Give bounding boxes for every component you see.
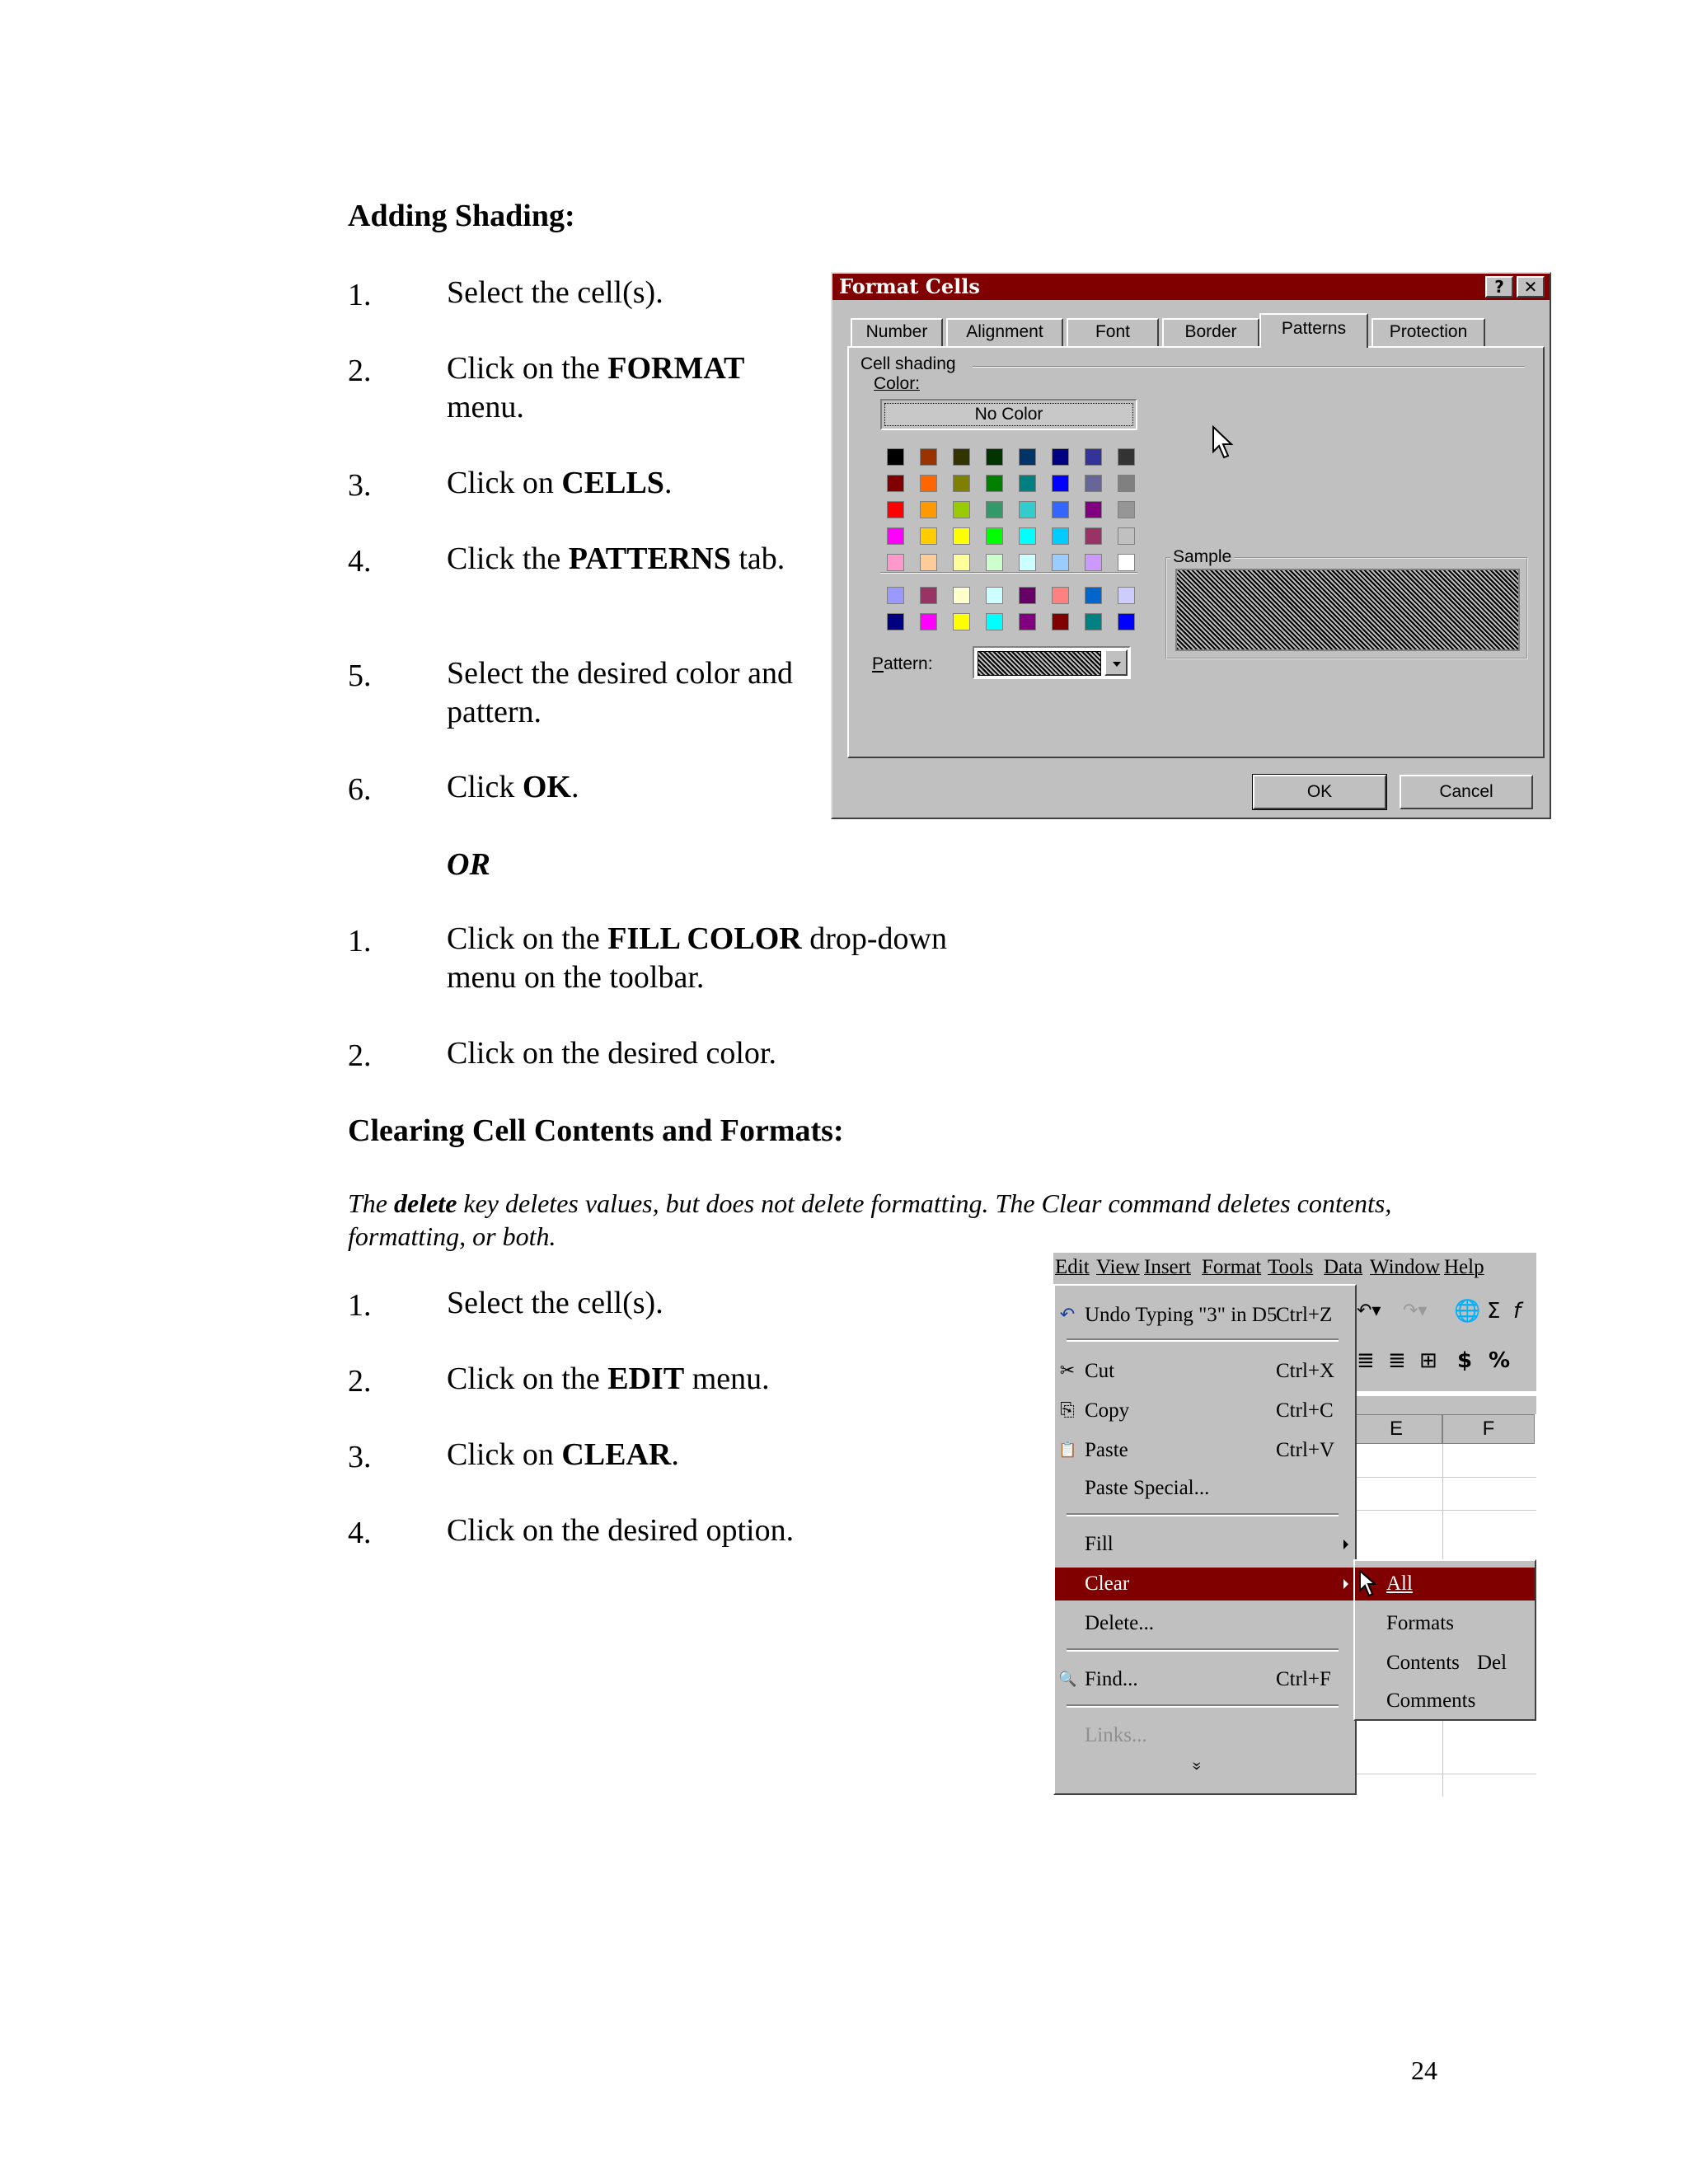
color-swatch[interactable] [887, 554, 904, 571]
color-swatch[interactable] [986, 501, 1003, 518]
pattern-dropdown[interactable] [973, 646, 1131, 679]
menubar-item-window[interactable]: Window [1370, 1256, 1441, 1278]
menu-item-shortcut: Del [1477, 1652, 1507, 1674]
cancel-button[interactable]: Cancel [1400, 775, 1533, 809]
color-swatch[interactable] [1052, 527, 1069, 545]
color-swatch[interactable] [1085, 587, 1102, 604]
close-button[interactable]: ✕ [1517, 276, 1545, 298]
step-number: 5. [348, 658, 372, 693]
menu-item-shortcut: Ctrl+Z [1276, 1304, 1333, 1326]
color-swatch[interactable] [1085, 613, 1102, 630]
menu-item-shortcut: Ctrl+V [1276, 1439, 1335, 1461]
scissors-icon: ✂ [1059, 1361, 1076, 1381]
color-swatch[interactable] [920, 475, 937, 492]
color-swatch[interactable] [1118, 587, 1135, 604]
menu-item-cut[interactable] [1055, 1355, 1355, 1388]
menu-item-links[interactable] [1055, 1719, 1355, 1752]
column-header-e[interactable]: E [1350, 1414, 1442, 1444]
color-swatch[interactable] [1019, 448, 1036, 466]
pattern-label: Pattern: [872, 654, 933, 673]
tab-border[interactable]: Border [1162, 318, 1259, 346]
undo-icon[interactable]: ↶▾ [1357, 1301, 1381, 1321]
dialog-titlebar [832, 274, 1550, 300]
color-swatch[interactable] [1118, 613, 1135, 630]
color-swatch[interactable] [986, 448, 1003, 466]
menu-item-label: Fill [1085, 1533, 1114, 1555]
color-swatch[interactable] [953, 448, 970, 466]
standard-toolbar [1357, 1297, 1536, 1330]
no-color-label: No Color [884, 403, 1133, 426]
mouse-cursor-icon [1212, 425, 1236, 460]
step-text: Click on the FORMAT menu. [447, 351, 745, 424]
submenu-item-formats[interactable] [1355, 1607, 1535, 1640]
format-cells-dialog [831, 272, 1551, 819]
column-header-f[interactable]: F [1442, 1414, 1535, 1444]
heading-adding-shading: Adding Shading: [348, 199, 575, 233]
menu-item-label: Delete... [1085, 1612, 1154, 1634]
menu-item-clear[interactable] [1055, 1568, 1355, 1601]
tab-number[interactable]: Number [851, 318, 943, 346]
heading-clearing: Clearing Cell Contents and Formats: [348, 1113, 844, 1148]
page-number: 24 [1411, 2055, 1437, 2085]
step-text: Click on the desired option. [447, 1513, 795, 1548]
color-swatch[interactable] [1085, 554, 1102, 571]
menu-item-label: Comments [1386, 1690, 1476, 1712]
edit-menu [1053, 1284, 1357, 1795]
undo-icon: ↶ [1059, 1305, 1076, 1325]
no-color-swatch[interactable] [880, 399, 1137, 430]
color-swatch[interactable] [1052, 554, 1069, 571]
color-swatch[interactable] [1019, 527, 1036, 545]
step-text: Click on CELLS. [447, 466, 673, 500]
menu-item-label: Contents [1386, 1652, 1460, 1674]
menu-item-undo[interactable] [1055, 1299, 1355, 1332]
mouse-cursor-icon [1358, 1569, 1378, 1599]
binoculars-icon: 🔍 [1058, 1671, 1077, 1688]
align-right-icon[interactable]: ≣ [1388, 1348, 1406, 1373]
menu-item-shortcut: Ctrl+F [1276, 1668, 1331, 1690]
menu-item-label: All [1386, 1572, 1413, 1595]
color-swatch[interactable] [1085, 501, 1102, 518]
step-text: Click on the FILL COLOR drop-down menu on the toolbar. [447, 921, 947, 995]
color-swatch[interactable] [1052, 448, 1069, 466]
menu-item-copy[interactable] [1055, 1394, 1355, 1427]
color-swatch[interactable] [920, 501, 937, 518]
edit-menu-screenshot [1053, 1253, 1536, 1797]
menu-item-delete[interactable] [1055, 1607, 1355, 1640]
color-swatch[interactable] [1085, 448, 1102, 466]
tab-patterns[interactable]: Patterns [1259, 313, 1368, 348]
menubar-item-view[interactable]: View [1096, 1256, 1140, 1278]
color-swatch[interactable] [1052, 501, 1069, 518]
color-swatch[interactable] [986, 554, 1003, 571]
color-swatch[interactable] [1019, 613, 1036, 630]
color-swatch[interactable] [953, 587, 970, 604]
step-text: Click on the desired color. [447, 1036, 776, 1071]
color-swatch[interactable] [1085, 475, 1102, 492]
autosum-icon[interactable]: Σ [1487, 1299, 1501, 1324]
color-swatch[interactable] [986, 587, 1003, 604]
step-text: Select the desired color and pattern. [447, 656, 793, 729]
sample-group [1165, 547, 1528, 659]
pattern-preview [978, 651, 1101, 676]
color-swatch[interactable] [920, 448, 937, 466]
color-swatch[interactable] [1118, 448, 1135, 466]
color-swatch[interactable] [1019, 475, 1036, 492]
menubar-item-format[interactable]: Format [1202, 1256, 1262, 1278]
or-label: OR [447, 847, 490, 882]
submenu-item-contents[interactable] [1355, 1647, 1535, 1680]
menu-item-label: Find... [1085, 1668, 1138, 1690]
dialog-title: Format Cells [839, 274, 980, 298]
menu-item-label: Paste Special... [1085, 1477, 1210, 1499]
clipboard-icon: 📋 [1058, 1441, 1077, 1459]
color-swatch[interactable] [953, 475, 970, 492]
pattern-dropdown-arrow[interactable] [1104, 649, 1128, 676]
menubar-item-edit[interactable]: Edit [1055, 1256, 1090, 1278]
color-label: Color: [874, 374, 921, 393]
color-swatch[interactable] [887, 587, 904, 604]
color-swatch[interactable] [887, 613, 904, 630]
color-swatch[interactable] [887, 475, 904, 492]
color-swatch[interactable] [953, 554, 970, 571]
color-swatch[interactable] [1085, 527, 1102, 545]
step-text: Click on CLEAR. [447, 1437, 679, 1472]
submenu-item-all[interactable] [1355, 1568, 1535, 1601]
palette-divider [880, 572, 1137, 574]
menu-separator [1067, 1513, 1339, 1516]
hyperlink-icon[interactable]: 🌐 [1454, 1299, 1481, 1324]
redo-icon[interactable]: ↷▾ [1403, 1301, 1428, 1321]
color-swatch[interactable] [920, 554, 937, 571]
cell-shading-label: Cell shading [860, 354, 956, 373]
submenu-arrow-icon [1343, 1540, 1348, 1549]
menu-item-label: Copy [1085, 1399, 1130, 1422]
ok-button[interactable]: OK [1253, 775, 1386, 809]
step-number: 1. [348, 278, 372, 312]
step-text: Click OK. [447, 770, 579, 804]
step-number: 3. [348, 468, 372, 503]
function-icon[interactable]: f [1513, 1299, 1522, 1324]
step-number: 6. [348, 772, 372, 807]
step-number: 1. [348, 1288, 372, 1323]
color-swatch[interactable] [1052, 475, 1069, 492]
menu-separator [1067, 1648, 1339, 1652]
color-swatch[interactable] [920, 587, 937, 604]
color-swatch[interactable] [986, 475, 1003, 492]
step-text: Select the cell(s). [447, 1286, 663, 1320]
color-swatch[interactable] [986, 527, 1003, 545]
menu-item-label: Undo Typing "3" in D5 [1085, 1304, 1278, 1326]
color-swatch[interactable] [920, 527, 937, 545]
clear-submenu [1353, 1559, 1536, 1721]
step-text: Select the cell(s). [447, 275, 663, 310]
menu-item-shortcut: Ctrl+C [1276, 1399, 1334, 1422]
formula-bar-edge [1350, 1391, 1536, 1396]
submenu-item-comments[interactable] [1355, 1685, 1535, 1718]
menubar [1053, 1253, 1536, 1284]
align-center-icon[interactable]: ≣ [1357, 1348, 1375, 1373]
sample-preview [1175, 569, 1520, 651]
color-swatch[interactable] [1019, 587, 1036, 604]
color-swatch[interactable] [1019, 554, 1036, 571]
tab-alignment[interactable]: Alignment [946, 318, 1063, 346]
color-swatch[interactable] [887, 448, 904, 466]
merge-center-icon[interactable]: ⊞ [1419, 1348, 1437, 1373]
color-swatch[interactable] [1118, 475, 1135, 492]
tab-protection[interactable]: Protection [1372, 318, 1485, 346]
chevron-down-icon [1113, 662, 1121, 667]
menu-item-find[interactable] [1055, 1663, 1355, 1696]
color-swatch[interactable] [887, 501, 904, 518]
submenu-arrow-icon [1343, 1579, 1348, 1589]
color-swatch[interactable] [920, 613, 937, 630]
clear-note: The delete key deletes values, but does not delete formatting. The Clear command deletes contents, formatting, or both. [348, 1188, 1392, 1251]
color-swatch[interactable] [1118, 554, 1135, 571]
step-text: Click on the EDIT menu. [447, 1361, 770, 1396]
color-swatch[interactable] [953, 527, 970, 545]
tab-font[interactable]: Font [1067, 318, 1159, 346]
step-number: 1. [348, 924, 372, 958]
menu-item-label: Links... [1085, 1724, 1147, 1746]
percent-icon[interactable]: % [1489, 1348, 1511, 1373]
color-swatch[interactable] [1019, 501, 1036, 518]
copy-icon: ⎘ [1060, 1400, 1075, 1421]
menubar-item-tools[interactable]: Tools [1268, 1256, 1314, 1278]
color-swatch[interactable] [1118, 527, 1135, 545]
color-swatch[interactable] [1052, 587, 1069, 604]
step-number: 3. [348, 1440, 372, 1474]
group-divider [973, 366, 1525, 368]
menu-item-paste[interactable] [1055, 1434, 1355, 1467]
step-number: 4. [348, 1516, 372, 1550]
expand-menu-icon[interactable]: » [1188, 1761, 1209, 1771]
menubar-item-data[interactable]: Data [1324, 1256, 1363, 1278]
grid-line [1350, 1477, 1536, 1478]
menu-item-fill[interactable] [1055, 1528, 1355, 1561]
help-button[interactable]: ? [1485, 276, 1513, 298]
color-swatch[interactable] [986, 613, 1003, 630]
menu-item-shortcut: Ctrl+X [1276, 1360, 1335, 1382]
menu-item-label: Clear [1085, 1572, 1130, 1595]
menu-item-label: Formats [1386, 1612, 1454, 1634]
format-toolbar [1357, 1347, 1536, 1380]
menu-separator [1067, 1338, 1339, 1342]
step-text: Click the PATTERNS tab. [447, 541, 785, 576]
step-number: 4. [348, 544, 372, 579]
step-number: 2. [348, 354, 372, 388]
menu-item-label: Cut [1085, 1360, 1115, 1382]
color-swatch[interactable] [887, 527, 904, 545]
step-number: 2. [348, 1038, 372, 1073]
color-swatch[interactable] [1052, 613, 1069, 630]
menubar-item-insert[interactable]: Insert [1144, 1256, 1191, 1278]
color-swatch[interactable] [1118, 501, 1135, 518]
menubar-item-help[interactable]: Help [1444, 1256, 1484, 1278]
patterns-panel [847, 346, 1545, 758]
step-number: 2. [348, 1364, 372, 1399]
color-swatch[interactable] [953, 501, 970, 518]
color-swatch[interactable] [953, 613, 970, 630]
menu-item-label: Paste [1085, 1439, 1128, 1461]
menu-separator [1067, 1704, 1339, 1708]
currency-icon[interactable]: $ [1457, 1348, 1473, 1373]
sample-label: Sample [1170, 547, 1234, 567]
grid-line [1350, 1510, 1536, 1511]
menu-item-paste-special[interactable] [1055, 1472, 1355, 1505]
